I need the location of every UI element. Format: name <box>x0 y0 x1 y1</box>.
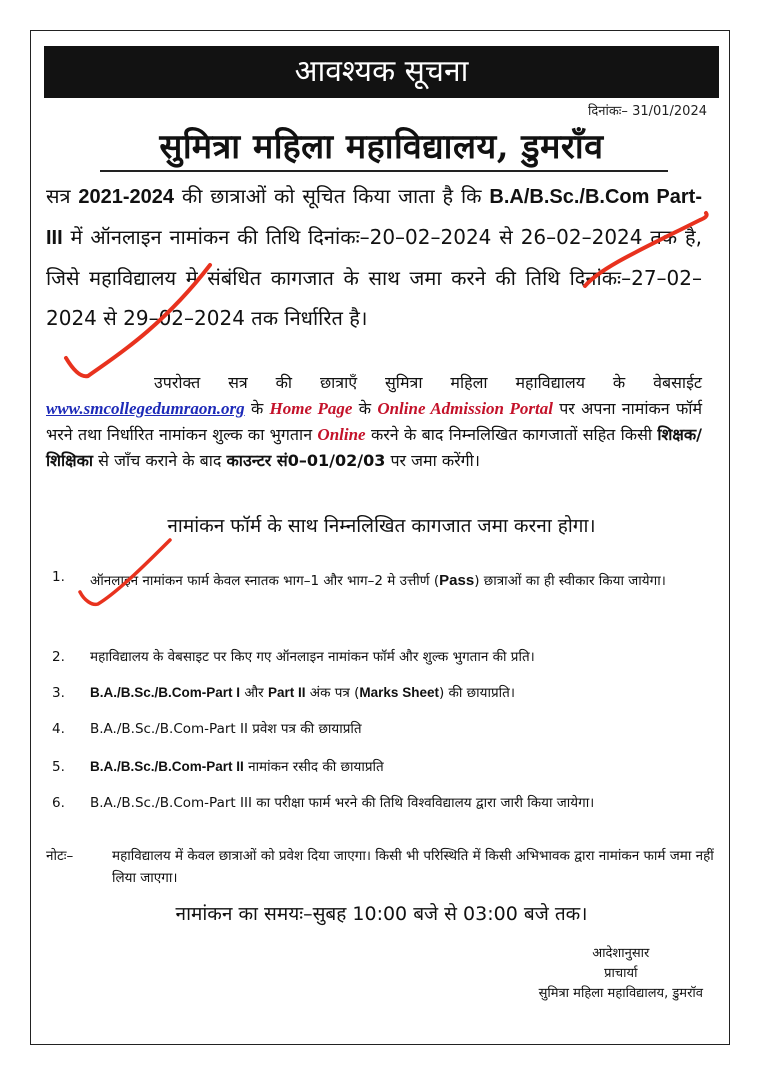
signature-block <box>539 944 703 1004</box>
principal-title: प्राचार्या <box>604 966 638 981</box>
notice-banner: आवश्यक सूचना <box>44 46 719 98</box>
item-text: ऑनलाइन नामांकन फार्म केवल स्नातक भाग–1 और भाग–2 मे उत्तीर्ण ( <box>90 573 440 589</box>
item-number: 1. <box>52 569 65 585</box>
pass-label: Pass <box>439 572 475 589</box>
counter-number: काउन्टर सं0–01/02/03 <box>226 451 386 470</box>
item-text: और <box>240 685 268 701</box>
item-number: 2. <box>52 649 65 665</box>
note-label: नोटः– <box>46 848 74 864</box>
intro-text-1: सत्र <box>46 184 79 208</box>
item-text: ) छात्राओं का ही स्वीकार किया जायेगा। <box>474 573 666 589</box>
instructions-text-2: के <box>244 399 270 418</box>
item-number: 5. <box>52 759 65 775</box>
intro-paragraph <box>46 176 702 338</box>
online-label: Online <box>317 425 366 444</box>
item-text: ) की छायाप्रति। <box>438 685 515 701</box>
instructions-text-5: करने के बाद निम्नलिखित कागजातों सहित किसी <box>365 425 658 444</box>
home-page-label: Home Page <box>269 399 353 418</box>
course-part-label: B.A./B.Sc./B.Com-Part II <box>90 759 244 774</box>
college-name: सुमित्रा महिला महाविद्यालय, डुमराँव <box>159 127 604 167</box>
item-number: 4. <box>52 721 65 737</box>
order-line: आदेशानुसार <box>592 946 650 961</box>
item-number: 3. <box>52 685 65 701</box>
part-label: Part II <box>267 685 306 700</box>
note-text: महाविद्यालय में केवल छात्राओं को प्रवेश दिया जाएगा। किसी भी परिस्थिति में किसी अभिभावक द्वारा नामांकन फार्म जमा नहीं लिया जाएगा। <box>112 848 714 886</box>
website-link[interactable]: www.smcollegedumraon.org <box>46 399 245 418</box>
item-number: 6. <box>52 795 65 811</box>
item-text: नामांकन रसीद की छायाप्रति <box>243 759 384 775</box>
item-text: B.A./B.Sc./B.Com-Part III का परीक्षा फार्म भरने की तिथि विश्वविद्यालय द्वारा जारी किया जायेगा। <box>90 795 595 811</box>
intro-text-2: की छात्राओं को सूचित किया जाता है कि <box>174 184 490 208</box>
course-part-label: B.A./B.Sc./B.Com-Part I <box>90 685 241 700</box>
signature-college: सुमित्रा महिला महाविद्यालय, डुमरॉव <box>538 986 703 1001</box>
course-name: B.A/B.Sc./B.Com Part-III <box>46 186 702 249</box>
intro-text-3: में ऑनलाइन नामांकन की तिथि दिनांकः–20–02–2024 से 26–02–2024 तक है, जिसे महाविद्यालय मे संबंधित कागजात के साथ जमा करने की तिथि दिनांकः–27–02–2024 से 29–02–2024 तक निर्धारित है। <box>46 225 702 330</box>
documents-heading: नामांकन फॉर्म के साथ निम्नलिखित कागजात जमा करना होगा। <box>167 515 596 537</box>
session-years: 2021-2024 <box>78 186 175 208</box>
item-text: B.A./B.Sc./B.Com-Part II प्रवेश पत्र की छायाप्रति <box>90 721 362 737</box>
item-text: अंक पत्र ( <box>305 685 360 701</box>
instructions-paragraph <box>46 370 702 474</box>
admission-timing: नामांकन का समयः–सुबह 10:00 बजे से 03:00 बजे तक। <box>175 903 588 925</box>
admission-portal-label: Online Admission Portal <box>377 399 553 418</box>
instructions-text-4: पर अपना नामांकन फॉर्म भरने तथा निर्धारित नामांकन शुल्क का भुगतान <box>46 399 703 444</box>
instructions-text-3: के <box>352 399 378 418</box>
marks-sheet-label: Marks Sheet <box>359 685 439 700</box>
instructions-text-6: से जाँच कराने के बाद <box>93 451 227 470</box>
teacher-label: शिक्षक/शिक्षिका <box>46 425 703 470</box>
title-underline <box>100 170 668 172</box>
notice-date: दिनांकः– 31/01/2024 <box>587 104 707 119</box>
item-text: महाविद्यालय के वेबसाइट पर किए गए ऑनलाइन नामांकन फॉर्म और शुल्क भुगतान की प्रति। <box>90 649 535 665</box>
instructions-text-7: पर जमा करेंगी। <box>385 451 480 470</box>
instructions-text-1: उपरोक्त सत्र की छात्राएँ सुमित्रा महिला महाविद्यालय के वेबसाईट <box>154 373 702 392</box>
